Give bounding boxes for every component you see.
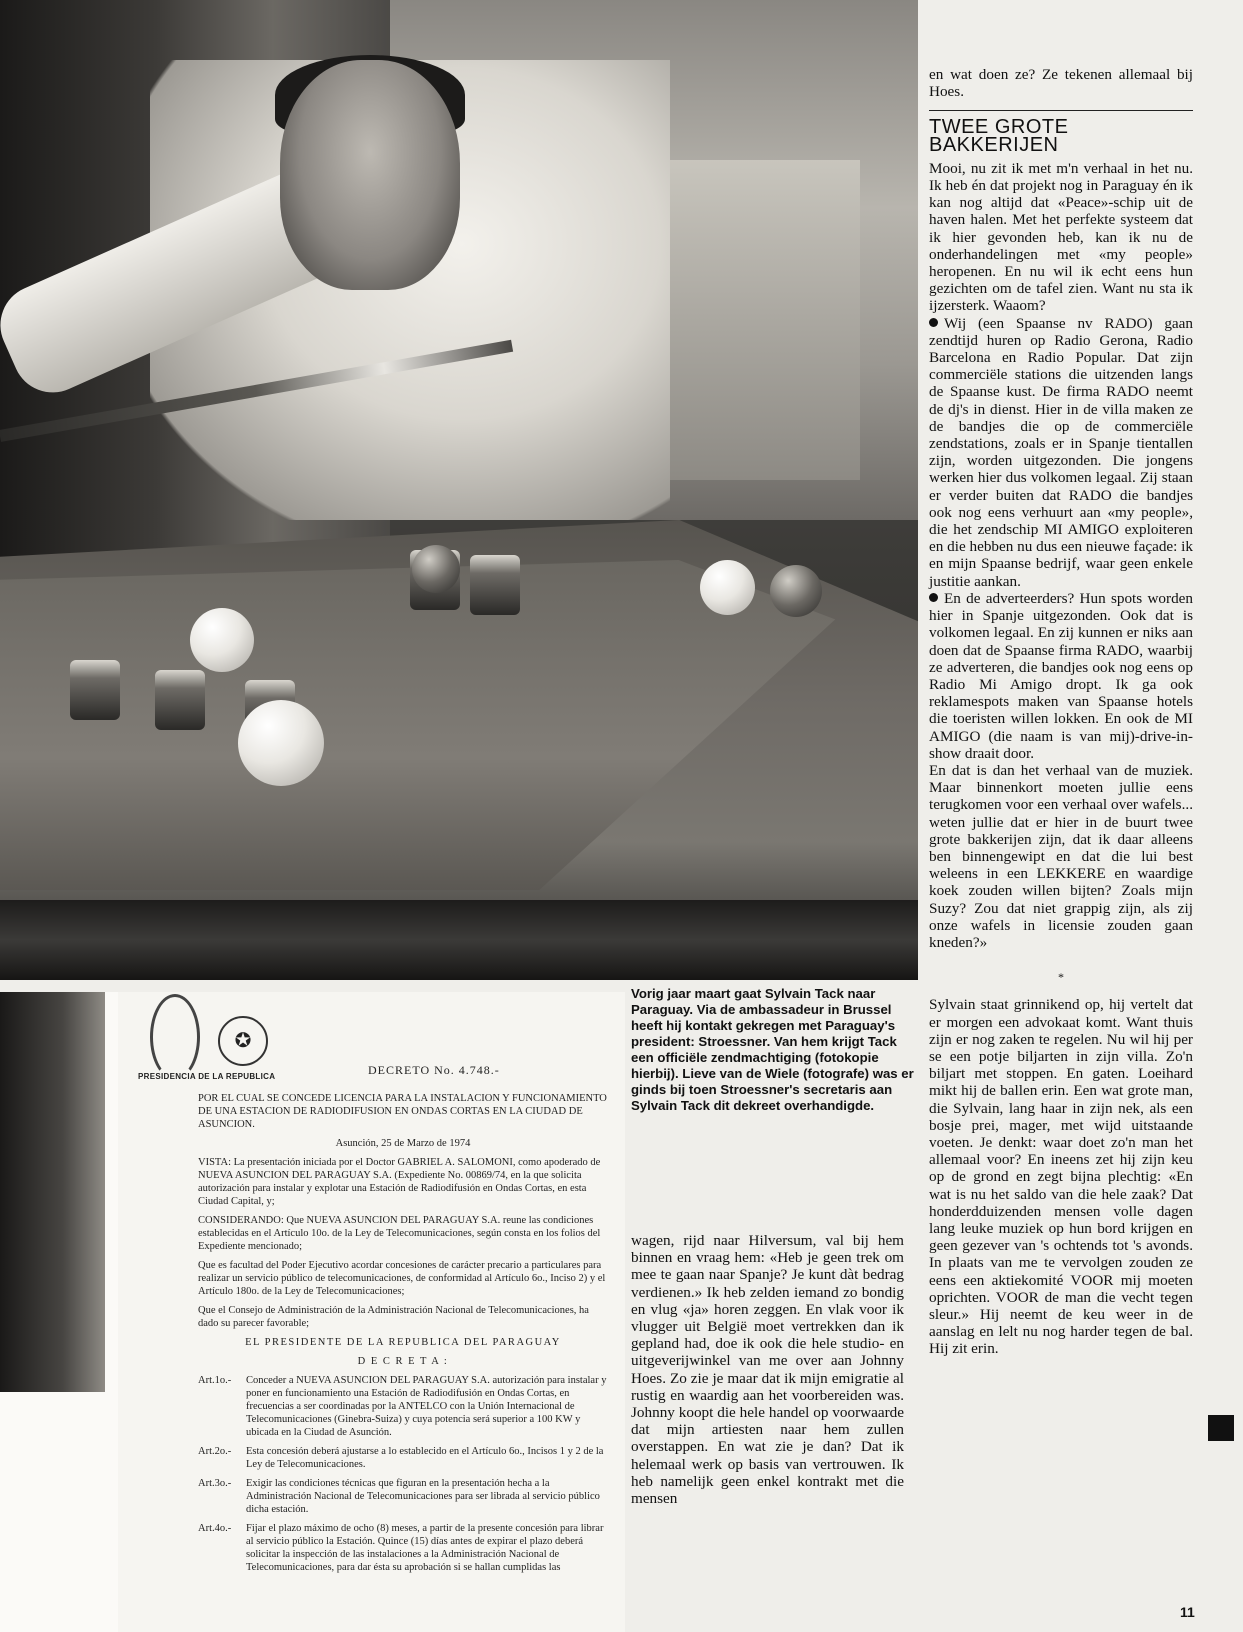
bullet-icon [929,593,938,602]
decree-considerando: CONSIDERANDO: Que NUEVA ASUNCION DEL PARAGUAY S.A. reune las condiciones establecidas en el Artículo 10o. de la Ley de Telecomunicaciones, según consta en los folios del Expediente mencionado; [198,1215,601,1252]
decree-photo [0,992,625,1632]
article-paragraph: En dat is dan het verhaal van de muziek. Maar binnenkort moeten jullie eens terugkomen voor een verhaal over wafels... weten jullie dat er hier in de buurt twee grote bakkerijen zijn, dat ik daar alleens ben binnengewipt en dat die lui best weleens in een LEKKERE en waardige koek zouden willen bijten? Zoals mijn Suzy? Zou dat niet grappig zijn, als zij onze wafels in licensie zouden gaan kneden?» [929,761,1193,951]
article-text: Esta concesión deberá ajustarse a lo establecido en el Artículo 6o., Incisos 1 y 2 de la Ley de Telecomunicaciones. [246,1446,604,1470]
middle-column [631,1232,904,1507]
article-text: Conceder a NUEVA ASUNCION DEL PARAGUAY S.A. autorización para instalar y poner en funcionamiento una Estación de Radiodifusión en Ondas Cortas, en frecuencias a ser coordinadas por la ANTELCO con la Unión Internacional de Telecomunicaciones (Ginebra-Suiza) y cuya potencia será superior a 100 KW y ubicada en la Ciudad de Asunción. [246,1375,607,1438]
article-number: Art.1o.- [198,1375,232,1386]
article-number: Art.2o.- [198,1446,232,1457]
page-number: 11 [1180,1604,1195,1620]
article-text: Fijar el plazo máximo de ocho (8) meses, a partir de la presente concesión para librar al servicio público la Estación. Quince (15) días antes de expirar el plazo deberá solicitar la inspección de las instalaciones a la Administración Nacional de Telecomunicaciones, para dar ésta su aprobación si se hallan cumplidas las [246,1523,604,1573]
bullet-paragraph [929,315,1193,590]
decree-article [198,1445,608,1477]
photo-fireplace [640,160,860,480]
decree-document [118,992,625,1632]
stopper [155,670,205,730]
billiard-ball [700,560,755,615]
section-heading: TWEE GROTE BAKKERIJEN [929,110,1193,153]
seal-icon: ✪ [218,1016,268,1066]
paragraph-text: Wij (een Spaanse nv RADO) gaan zendtijd huren op Radio Gerona, Radio Barcelona en Radio Popular. Dat zijn commerciële stations die uitzenden langs de Spaanse kust. De firma RADO neemt de dj's in dienst. Hier in de villa maken ze de bandjes die op de commerciële zendstations, zoals er in Spanje tientallen zijn, worden uitgezonden. Die jongens werken hier dus volkomen legaal. Zij staan er verder buiten dat RADO die bandjes ook nog eens verhuurt aan «my people», die het zendschip MI AMIGO exploiteren en die hebben nu dus een nieuwe façade: ik en mijn Spaanse bedrijf, waar geen enkele justitie aankan. [929,314,1193,590]
decree-vista: VISTA: La presentación iniciada por el Doctor GABRIEL A. SALOMONI, como apoderado de NUEVA ASUNCION DEL PARAGUAY S.A. (Expediente No. 00869/74, en la que solicita autorización para instalar y explotar una Estación de Radiodifusión en Ondas Cortas, en esta Ciudad Capital, y; [198,1157,601,1207]
right-column [929,66,1193,1358]
end-mark [1208,1415,1234,1441]
decree-article [198,1522,608,1580]
decree-article [198,1374,608,1445]
decree-decreta: D E C R E T A : [357,1356,449,1367]
decree-que-1: Que es facultad del Poder Ejecutivo acordar concesiones de carácter precario a particulares para realizar un servicio público de telecomunicaciones, de conformidad al Artículo 6o., Inciso 2) y el Artículo 180o. de la Ley de Telecomunicaciones; [198,1260,606,1297]
article-text: Exigir las condiciones técnicas que figuran en la presentación hecha a la Administración Nacional de Telecomunicaciones para ser librada al servicio público dicha estación. [246,1478,600,1515]
photo-edge-strip [0,992,105,1392]
decree-number: DECRETO No. 4.748.- [368,1063,500,1077]
stopper [70,660,120,720]
decree-article [198,1477,608,1522]
article-number: Art.3o.- [198,1478,232,1489]
bullet-icon [929,318,938,327]
billiard-photo [0,0,918,980]
middle-paragraph: wagen, rijd naar Hilversum, val bij hem binnen en vraag hem: «Heb je geen trek om mee te gaan naar Spanje? Je kunt dàt bedrag verdienen.» Ik heb zelden iemand zo bondig en vlug «ja» horen zeggen. En vlak voor ik vlugger uit België moet vertrekken dan ik gepland had, doe ik ook die hele studio- en uitgeverijwinkel van me over aan Johnny Hoes. Zo zie je maar dat ik mijn emigratie al rustig en waardig aan het voorbereiden was. Johnny koopt die hele handel op voorwaarde dat mijn artiesten naar hem zullen overstappen. En wat zie je dan? Dat ik helemaal werk op basis van vertrouwen. Ik heb namelijk geen enkel kontrakt met die mensen [631,1232,904,1508]
closing-paragraph: Sylvain staat grinnikend op, hij vertelt dat er morgen een advokaat komt. Want thuis zijn er nog zaken te regelen. Nu wil hij per se een potje biljarten in zijn villa. Zo'n biljart met stoppen. En gaten. Loeihard mikt hij de ballen erin. Een wat grote man, die Sylvain, lang haar in zijn nek, als een bosje prei, mager, met wijd uitstaande voeten. Je denkt: waar doet zo'n man het allemaal voor? En ineens zet hij zijn keu op de grond en zegt bijna plechtig: «En wat is nu het saldo van die hele zaak? Dat honderdduizenden mensen volle dagen lang leuke muziek op hun bord krijgen en geen gezever van 's ochtends tot 's avonds. In plaats van me te vervolgen zouden ze eens een aktiekomité VOOR mij moeten oprichten. VOOR de man die vecht tegen sleur.» Hij neemt de keu weer in de aanslag en lelt nu nog harder tegen de bal. Hij zit erin. [929,996,1193,1358]
decree-presidency: PRESIDENCIA DE LA REPUBLICA [138,1072,276,1081]
paragraph-text: En de adverteerders? Hun spots worden hier in Spanje uitgezonden. Ook dat is volkomen legaal. En zij kunnen er niks aan doen dat de Spaanse firma RADO, waarbij ze adverteren, die bandjes ook nog eens op Radio Mi Amigo dropt. Ik ga ook reklamespots maken van Spaanse hotels die toeristen willen lokken. En ook de MI AMIGO (die naam is van mij)-drive-in-show draait door. [929,589,1193,762]
decree-president: EL PRESIDENTE DE LA REPUBLICA DEL PARAGUAY [245,1337,561,1348]
player-head [280,60,460,290]
section-star: * [1058,970,1064,985]
decree-body [198,1092,608,1580]
table-rail [0,900,918,980]
bullet-paragraph [929,590,1193,762]
decree-intro: POR EL CUAL SE CONCEDE LICENCIA PARA LA INSTALACION Y FUNCIONAMIENTO DE UNA ESTACION DE RADIODIFUSION EN ONDAS CORTAS EN LA CIUDAD DE ASUNCION. [198,1093,607,1130]
article-number: Art.4o.- [198,1523,232,1534]
billiard-ball [238,700,324,786]
intro-text: en wat doen ze? Ze tekenen allemaal bij Hoes. [929,66,1193,101]
photo-caption: Vorig jaar maart gaat Sylvain Tack naar Paraguay. Via de ambassadeur in Brussel heeft hij kontakt gekregen met Paraguay's president: Stroessner. Van hem krijgt Tack een officiële zendmachtiging (fotokopie hierbij). Lieve van de Wiele (fotografe) was er ginds bij toen Stroessner's secretaris aan Sylvain Tack dit dekreet overhandigde. [631,986,914,1113]
billiard-ball [770,565,822,617]
billiard-ball [190,608,254,672]
decree-que-2: Que el Consejo de Administración de la Administración Nacional de Telecomunicaciones, ha dado su parecer favorable; [198,1305,589,1329]
article-paragraph: Mooi, nu zit ik met m'n verhaal in het nu. Ik heb én dat projekt nog in Paraguay én ik kan nog altijd dat «Peace»-schip uit de haven halen. Met het perfekte systeem dat ik hier gevonden heb, kan ik nu de onderhandelingen met «my people» heropenen. En nu wil ik echt eens hun gezichten om de tafel zien. Want nu sta ik ijzersterk. Waaom? [929,159,1193,315]
billiard-ball [412,545,460,593]
stopper [470,555,520,615]
decree-date: Asunción, 25 de Marzo de 1974 [335,1138,471,1149]
feather-emblem-icon [150,994,200,1080]
